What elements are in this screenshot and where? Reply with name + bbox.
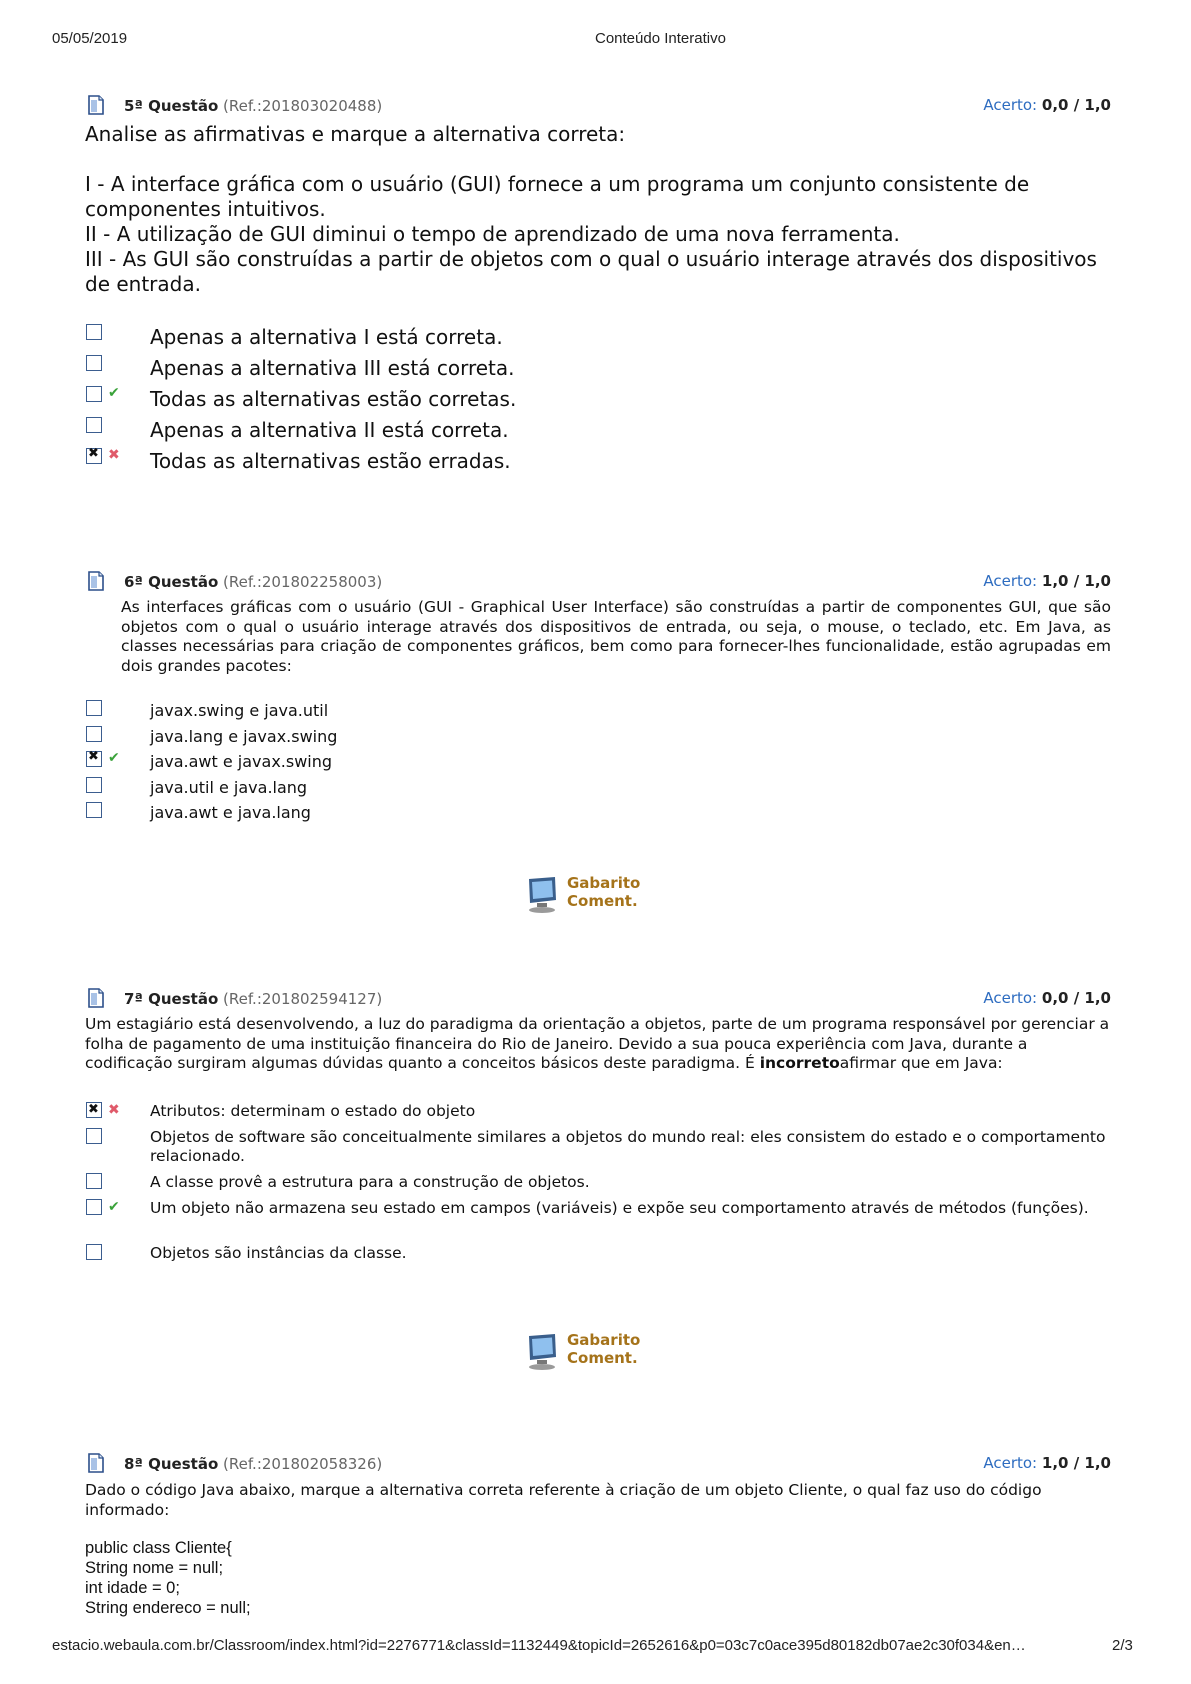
document-icon — [88, 571, 104, 591]
option-text: Apenas a alternativa III está correta. — [150, 356, 515, 380]
checkbox[interactable] — [86, 324, 102, 340]
code-line: int idade = 0; — [85, 1579, 180, 1597]
answer-option[interactable] — [85, 802, 1111, 828]
checkbox[interactable] — [86, 802, 102, 818]
option-text: java.lang e javax.swing — [150, 726, 338, 746]
option-text: Apenas a alternativa I está correta. — [150, 325, 503, 349]
answer-options — [85, 324, 1111, 479]
option-text: Objetos de software são conceitualmente similares a objetos do mundo real: eles consistem do estado e o comportamento relacionado. — [150, 1127, 1106, 1165]
question-score: Acerto: 1,0 / 1,0 — [983, 572, 1111, 590]
checkbox[interactable] — [86, 1199, 102, 1215]
option-text: Atributos: determinam o estado do objeto — [150, 1101, 476, 1120]
prompt-statement-2: II - A utilização de GUI diminui o tempo de aprendizado de uma nova ferramenta. — [85, 222, 900, 246]
code-line: public class Cliente{ — [85, 1539, 232, 1557]
gabarito-label: Gabarito Coment. — [567, 1331, 641, 1367]
checkbox[interactable] — [86, 700, 102, 716]
code-snippet — [85, 1538, 1111, 1618]
option-text: java.util e java.lang — [150, 777, 308, 797]
checkbox[interactable] — [86, 777, 102, 793]
answer-option[interactable] — [85, 324, 1111, 355]
question-score: Acerto: 0,0 / 1,0 — [983, 989, 1111, 1007]
checkbox[interactable] — [86, 417, 102, 433]
question-title: 7ª Questão (Ref.:201802594127) — [124, 990, 383, 1008]
option-text: java.awt e java.lang — [150, 803, 311, 822]
question-6 — [85, 571, 1111, 828]
answer-option[interactable] — [85, 1199, 1111, 1244]
answer-options — [85, 700, 1111, 828]
checkbox[interactable] — [86, 386, 102, 402]
print-page-number: 2/3 — [1112, 1637, 1133, 1654]
question-8 — [85, 1453, 1111, 1618]
checkbox-checked[interactable] — [86, 448, 102, 464]
option-text: javax.swing e java.util — [150, 701, 329, 720]
question-header — [85, 95, 1111, 121]
print-url: estacio.webaula.com.br/Classroom/index.html?id=2276771&classId=1132449&topicId=2652616&p0=03c7c0ace395d80182db07ae2c30f034&en… — [52, 1637, 1026, 1654]
answer-option[interactable] — [85, 726, 1111, 752]
option-text: Um objeto não armazena seu estado em campos (variáveis) e expõe seu comportamento através de métodos (funções). — [150, 1198, 1089, 1217]
question-header — [85, 1453, 1111, 1479]
question-prompt — [85, 1015, 1111, 1074]
correct-check-icon: ✔ — [108, 1198, 120, 1215]
gabarito-comentado-button[interactable] — [525, 874, 655, 914]
question-score: Acerto: 0,0 / 1,0 — [983, 96, 1111, 114]
checkbox[interactable] — [86, 1244, 102, 1260]
answer-option[interactable] — [85, 1173, 1111, 1199]
answer-option[interactable] — [85, 386, 1111, 417]
checkbox[interactable] — [86, 1128, 102, 1144]
prompt-text: Um estagiário está desenvolvendo, a luz do paradigma da orientação a objetos, parte de um programa responsável por gerenciar a folha de pagamento de uma instituição financeira do Rio de Janeiro. Devido a sua pouca experiência com Java, durante a codificação surgiram algumas dúvidas quanto a conceitos básicos deste paradigma. É incorretoafirmar que em Java: — [85, 1015, 1110, 1072]
answer-option[interactable] — [85, 417, 1111, 448]
monitor-icon — [525, 1333, 559, 1371]
option-text: Apenas a alternativa II está correta. — [150, 418, 509, 442]
answer-option[interactable] — [85, 777, 1111, 803]
prompt-statement-3: III - As GUI são construídas a partir de objetos com o qual o usuário interage através dos dispositivos de entrada. — [85, 247, 1097, 296]
answer-option[interactable] — [85, 355, 1111, 386]
checkbox[interactable] — [86, 726, 102, 742]
code-line: String nome = null; — [85, 1559, 224, 1577]
question-header — [85, 988, 1111, 1014]
question-5 — [85, 95, 1111, 479]
monitor-icon — [525, 876, 559, 914]
code-line: String endereco = null; — [85, 1599, 251, 1617]
checkbox[interactable] — [86, 1173, 102, 1189]
checkbox[interactable] — [86, 355, 102, 371]
prompt-text: Dado o código Java abaixo, marque a alternativa correta referente à criação de um objeto Cliente, o qual faz uso do código informado: — [85, 1481, 1042, 1519]
print-title: Conteúdo Interativo — [595, 30, 726, 47]
gabarito-comentado-button[interactable] — [525, 1331, 655, 1371]
answer-option[interactable] — [85, 1244, 1111, 1270]
checkbox-checked[interactable] — [86, 1102, 102, 1118]
answer-option[interactable] — [85, 1102, 1111, 1128]
option-text: Todas as alternativas estão corretas. — [150, 387, 517, 411]
answer-option[interactable] — [85, 1128, 1111, 1173]
question-header — [85, 571, 1111, 597]
checkbox-checked[interactable] — [86, 751, 102, 767]
document-icon — [88, 988, 104, 1008]
question-title: 6ª Questão (Ref.:201802258003) — [124, 573, 383, 591]
question-7 — [85, 988, 1111, 1270]
option-text: A classe provê a estrutura para a construção de objetos. — [150, 1172, 590, 1191]
answer-option[interactable] — [85, 700, 1111, 726]
question-score: Acerto: 1,0 / 1,0 — [983, 1454, 1111, 1472]
document-icon — [88, 95, 104, 115]
question-title: 8ª Questão (Ref.:201802058326) — [124, 1455, 383, 1473]
option-text: Objetos são instâncias da classe. — [150, 1243, 407, 1262]
prompt-intro: Analise as afirmativas e marque a alternativa correta: — [85, 122, 626, 146]
answer-options — [85, 1102, 1111, 1270]
gabarito-label: Gabarito Coment. — [567, 874, 641, 910]
option-text: Todas as alternativas estão erradas. — [150, 449, 511, 473]
prompt-statement-1: I - A interface gráfica com o usuário (GUI) fornece a um programa um conjunto consistente de componentes intuitivos. — [85, 172, 1030, 221]
print-date: 05/05/2019 — [52, 30, 128, 47]
answer-option[interactable] — [85, 448, 1111, 479]
wrong-cross-icon: ✖ — [108, 447, 120, 463]
question-prompt — [121, 598, 1111, 676]
prompt-text: As interfaces gráficas com o usuário (GUI - Graphical User Interface) são construídas a partir de componentes GUI, que são objetos com o qual o usuário interage através dos dispositivos de entrada, ou seja, o mouse, o teclado, etc. Em Java, as classes necessárias para criação de componentes gráficos, bem como para fornecer-lhes funcionalidade, estão agrupadas em dois grandes pacotes: — [121, 598, 1111, 675]
correct-check-icon: ✔ — [108, 750, 120, 766]
question-title: 5ª Questão (Ref.:201803020488) — [124, 97, 383, 115]
document-icon — [88, 1453, 104, 1473]
option-text: java.awt e javax.swing — [150, 752, 333, 771]
question-prompt — [85, 122, 1111, 297]
correct-check-icon: ✔ — [108, 385, 120, 401]
wrong-cross-icon: ✖ — [108, 1101, 120, 1118]
answer-option[interactable] — [85, 751, 1111, 777]
question-prompt — [85, 1481, 1111, 1520]
